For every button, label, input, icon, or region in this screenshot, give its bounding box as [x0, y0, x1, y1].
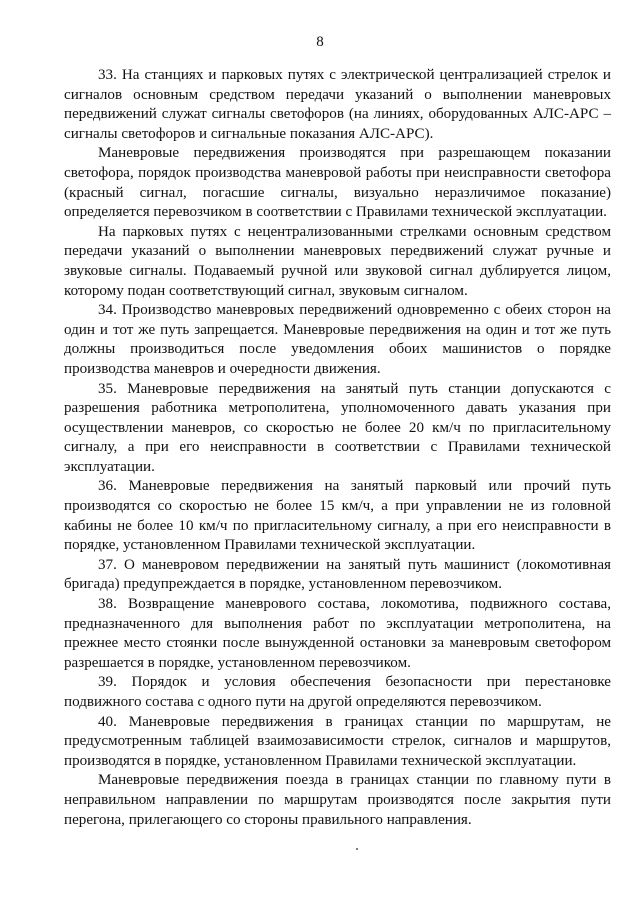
paragraph-33-park-tracks: На парковых путях с нецентрализованными стрелками основным средством передачи указаний о выполнении маневровых передвижений служат ручные и звуковые сигналы. Подаваемый ручной или звуковой сигнал дублируется лицом, которому подан соответствующий сигнал, звуковым сигналом.	[64, 223, 611, 299]
paragraph-38: 38. Возвращение маневрового состава, локомотива, подвижного состава, предназначенного для выполнения работ по эксплуатации метрополитена, на прежнее место стоянки после вынужденной остановки за маневровым светофором разрешается в порядке, установленном перевозчиком.	[64, 596, 611, 671]
paragraph-39: 39. Порядок и условия обеспечения безопасности при перестановке подвижного состава с одного пути на другой определяются перевозчиком.	[64, 674, 611, 710]
page-number: 8	[316, 34, 324, 50]
paragraph-33: 33. На станциях и парковых путях с электрической централизацией стрелок и сигналов основным средством передачи указаний о выполнении маневровых передвижений служат сигналы светофоров (на линиях, оборудованных АЛС-АРС – сигналы светофоров и сигнальные показания АЛС-АРС).	[64, 67, 611, 142]
paragraph-35: 35. Маневровые передвижения на занятый путь станции допускаются с разрешения работника метрополитена, уполномоченного давать указания при осуществлении маневров, со скоростью не более 20 км/ч по пригласительному сигналу, а при его неисправности в соответствии с Правилами технической эксплуатации.	[64, 380, 611, 475]
paragraph-36: 36. Маневровые передвижения на занятый парковый или прочий путь производятся со скоростью не более 15 км/ч, а при управлении не из головной кабины не более 10 км/ч по пригласительному сигналу, а при его неисправности в порядке, установленном Правилами технической эксплуатации.	[64, 478, 611, 554]
scan-speck	[356, 848, 358, 850]
document-body	[64, 66, 611, 830]
paragraph-40: 40. Маневровые передвижения в границах станции по маршрутам, не предусмотренным таблицей взаимозависимости стрелок, сигналов и маршрутов, производятся в порядке, установленном Правилами технической эксплуатации.	[64, 713, 611, 769]
paragraph-34: 34. Производство маневровых передвижений одновременно с обеих сторон на один и тот же путь запрещается. Маневровые передвижения на один и тот же путь должны производиться после уведомления обоих машинистов о порядке производства маневров и очередности движения.	[64, 302, 611, 377]
paragraph-33-signals: Маневровые передвижения производятся при разрешающем показании светофора, порядок производства маневровой работы при неисправности светофора (красный сигнал, погасшие сигналы, визуально неразличимое показание) определяется перевозчиком в соответствии с Правилами технической эксплуатации.	[64, 145, 611, 221]
paragraph-37: 37. О маневровом передвижении на занятый путь машинист (локомотивная бригада) предупреждается в порядке, установленном перевозчиком.	[64, 556, 611, 593]
paragraph-40-main-track: Маневровые передвижения поезда в границах станции по главному пути в неправильном направлении по маршрутам производятся после закрытия пути перегона, прилегающего со стороны правильного направления.	[64, 772, 611, 828]
